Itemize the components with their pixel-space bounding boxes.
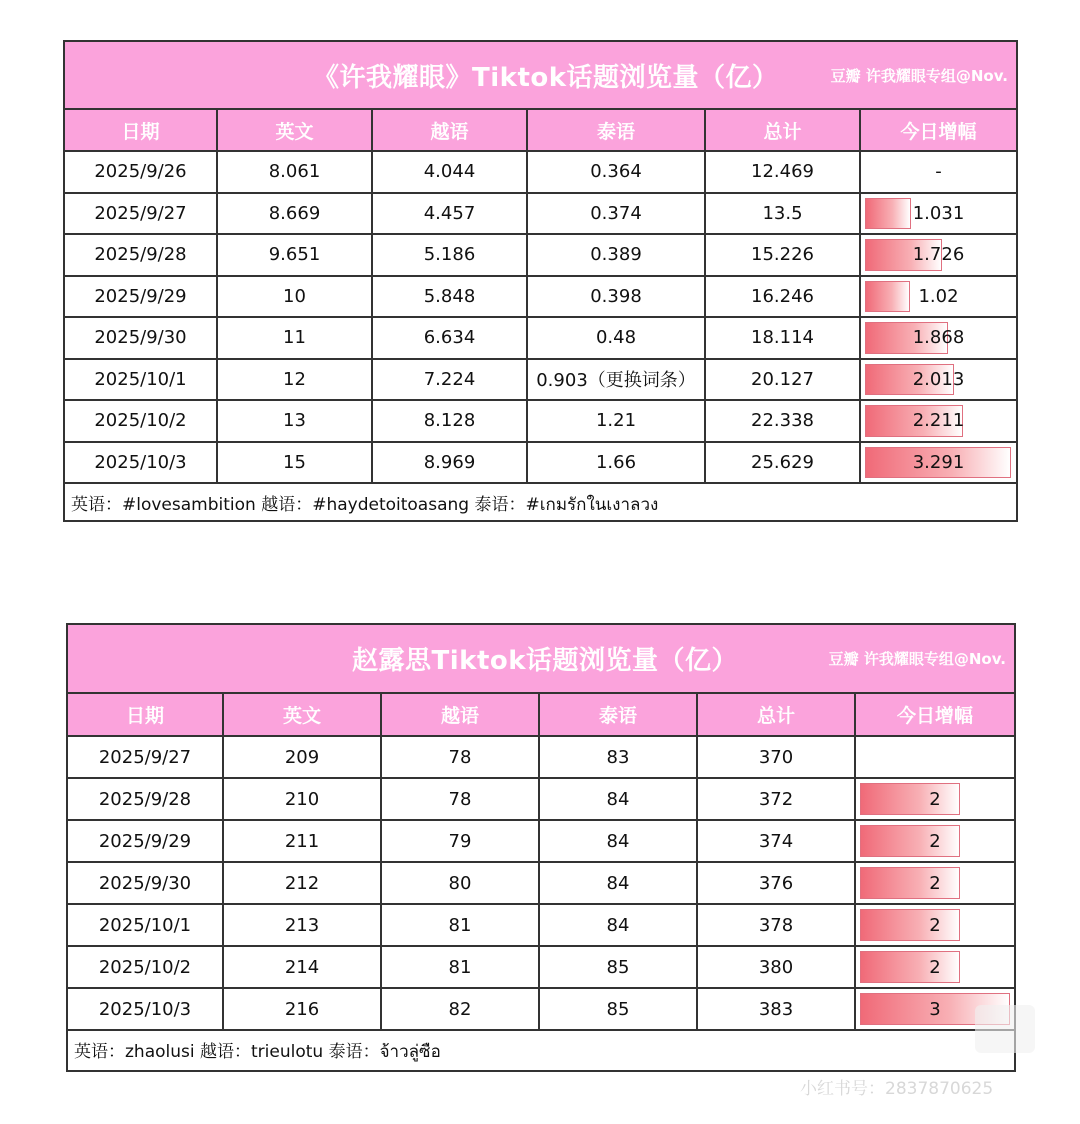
column-header: 今日增幅	[861, 110, 1016, 152]
table-lovesambition	[63, 40, 1018, 522]
table-cell: 209	[224, 737, 382, 779]
increase-cell	[861, 194, 1016, 236]
increase-bar	[860, 783, 960, 815]
table-cell: 12.469	[706, 152, 861, 194]
table-cell: 84	[540, 821, 698, 863]
increase-cell	[861, 443, 1016, 485]
column-header: 总计	[698, 694, 856, 737]
table-cell: 0.398	[528, 277, 706, 319]
increase-bar	[865, 198, 911, 230]
table-zhaolusi	[66, 623, 1016, 1072]
table-cell: 0.48	[528, 318, 706, 360]
table-grid	[65, 110, 1016, 484]
increase-value: 2	[929, 830, 941, 852]
table-cell: 2025/9/29	[68, 821, 224, 863]
table-cell: 2025/10/3	[68, 989, 224, 1031]
table-cell: 81	[382, 947, 540, 989]
increase-bar	[865, 281, 910, 313]
increase-cell	[856, 947, 1014, 989]
table-cell: 84	[540, 905, 698, 947]
table-cell: 7.224	[373, 360, 528, 402]
table-cell: 6.634	[373, 318, 528, 360]
table-cell: 0.364	[528, 152, 706, 194]
column-header: 泰语	[540, 694, 698, 737]
table-cell: 4.457	[373, 194, 528, 236]
table-cell: 84	[540, 779, 698, 821]
table-cell: 83	[540, 737, 698, 779]
table-cell: 9.651	[218, 235, 373, 277]
column-header: 日期	[68, 694, 224, 737]
table-cell: 8.061	[218, 152, 373, 194]
column-header: 今日增幅	[856, 694, 1014, 737]
column-header: 日期	[65, 110, 218, 152]
watermark-decoration	[975, 1005, 1035, 1053]
table-cell: 15	[218, 443, 373, 485]
table-cell: 1.66	[528, 443, 706, 485]
increase-value: 3	[929, 998, 941, 1020]
table-cell: 2025/9/30	[65, 318, 218, 360]
table-cell: 5.186	[373, 235, 528, 277]
table-cell: 374	[698, 821, 856, 863]
increase-value: 2.013	[912, 368, 965, 390]
table-cell: 85	[540, 989, 698, 1031]
increase-value: 3.291	[912, 451, 965, 473]
column-header: 越语	[382, 694, 540, 737]
watermark-text: 小红书号：2837870625	[800, 1079, 994, 1099]
table-title: 赵露思Tiktok话题浏览量（亿）	[352, 646, 739, 676]
increase-cell	[861, 235, 1016, 277]
table-cell: 10	[218, 277, 373, 319]
table-cell: 8.969	[373, 443, 528, 485]
table-cell: 2025/10/2	[65, 401, 218, 443]
table-cell: 2025/9/29	[65, 277, 218, 319]
table-cell: 211	[224, 821, 382, 863]
table-cell: 13	[218, 401, 373, 443]
increase-bar	[860, 909, 960, 941]
table-cell: 210	[224, 779, 382, 821]
increase-value: 1.868	[912, 327, 965, 349]
table-cell: 12	[218, 360, 373, 402]
increase-value: 1.726	[912, 244, 965, 266]
increase-value: 2.211	[912, 410, 965, 432]
column-header: 泰语	[528, 110, 706, 152]
table-cell: 84	[540, 863, 698, 905]
increase-cell	[856, 737, 1014, 779]
table-title: 《许我耀眼》Tiktok话题浏览量（亿）	[313, 62, 779, 93]
table-footer: 英语：zhaolusi 越语：trieulotu 泰语：จ้าวลู่ซือ	[74, 1042, 441, 1062]
table-cell: 81	[382, 905, 540, 947]
title-bar	[68, 625, 1014, 694]
table-cell: 2025/10/1	[68, 905, 224, 947]
increase-value: 2	[929, 914, 941, 936]
table-cell: 15.226	[706, 235, 861, 277]
table-cell: 78	[382, 737, 540, 779]
table-cell: 80	[382, 863, 540, 905]
increase-bar	[860, 867, 960, 899]
increase-value: -	[935, 161, 942, 183]
table-cell: 11	[218, 318, 373, 360]
increase-cell	[856, 821, 1014, 863]
increase-cell	[856, 863, 1014, 905]
table-cell: 25.629	[706, 443, 861, 485]
table-cell: 213	[224, 905, 382, 947]
increase-value: 2	[929, 788, 941, 810]
increase-value: 1.031	[912, 202, 965, 224]
table-cell: 2025/9/28	[65, 235, 218, 277]
table-cell: 2025/9/27	[65, 194, 218, 236]
table-cell: 383	[698, 989, 856, 1031]
table-cell: 0.374	[528, 194, 706, 236]
table-cell: 8.128	[373, 401, 528, 443]
table-cell: 372	[698, 779, 856, 821]
increase-cell	[856, 779, 1014, 821]
table-cell: 1.21	[528, 401, 706, 443]
increase-cell	[861, 277, 1016, 319]
table-cell: 214	[224, 947, 382, 989]
column-header: 英文	[224, 694, 382, 737]
table-grid	[68, 694, 1014, 1031]
table-cell: 376	[698, 863, 856, 905]
increase-value: 1.02	[918, 285, 959, 307]
table-cell: 0.903（更换词条）	[528, 360, 706, 402]
table-cell: 82	[382, 989, 540, 1031]
table-cell: 380	[698, 947, 856, 989]
table-cell: 79	[382, 821, 540, 863]
table-cell: 85	[540, 947, 698, 989]
column-header: 越语	[373, 110, 528, 152]
table-cell: 5.848	[373, 277, 528, 319]
increase-cell	[856, 905, 1014, 947]
increase-cell	[861, 152, 1016, 194]
table-cell: 216	[224, 989, 382, 1031]
increase-bar	[860, 825, 960, 857]
table-cell: 78	[382, 779, 540, 821]
increase-cell	[861, 360, 1016, 402]
table-cell: 2025/10/3	[65, 443, 218, 485]
column-header: 总计	[706, 110, 861, 152]
table-cell: 2025/10/1	[65, 360, 218, 402]
table-cell: 8.669	[218, 194, 373, 236]
table-cell: 2025/10/2	[68, 947, 224, 989]
table-footer: 英语：#lovesambition 越语：#haydetoitoasang 泰语：#เกมรักในเงาลวง	[71, 494, 659, 515]
credit-label: 豆瓣 许我耀眼专组@Nov.	[828, 650, 1006, 668]
table-cell: 18.114	[706, 318, 861, 360]
table-cell: 0.389	[528, 235, 706, 277]
table-cell: 378	[698, 905, 856, 947]
increase-cell	[861, 318, 1016, 360]
credit-label: 豆瓣 许我耀眼专组@Nov.	[830, 66, 1008, 85]
table-cell: 2025/9/26	[65, 152, 218, 194]
table-cell: 16.246	[706, 277, 861, 319]
table-cell: 2025/9/30	[68, 863, 224, 905]
title-bar	[65, 42, 1016, 110]
table-cell: 212	[224, 863, 382, 905]
table-cell: 2025/9/28	[68, 779, 224, 821]
increase-cell	[861, 401, 1016, 443]
increase-value: 2	[929, 956, 941, 978]
table-cell: 4.044	[373, 152, 528, 194]
table-cell: 22.338	[706, 401, 861, 443]
increase-value: 2	[929, 872, 941, 894]
table-cell: 370	[698, 737, 856, 779]
table-cell: 2025/9/27	[68, 737, 224, 779]
increase-bar	[860, 951, 960, 983]
column-header: 英文	[218, 110, 373, 152]
table-cell: 20.127	[706, 360, 861, 402]
table-cell: 13.5	[706, 194, 861, 236]
